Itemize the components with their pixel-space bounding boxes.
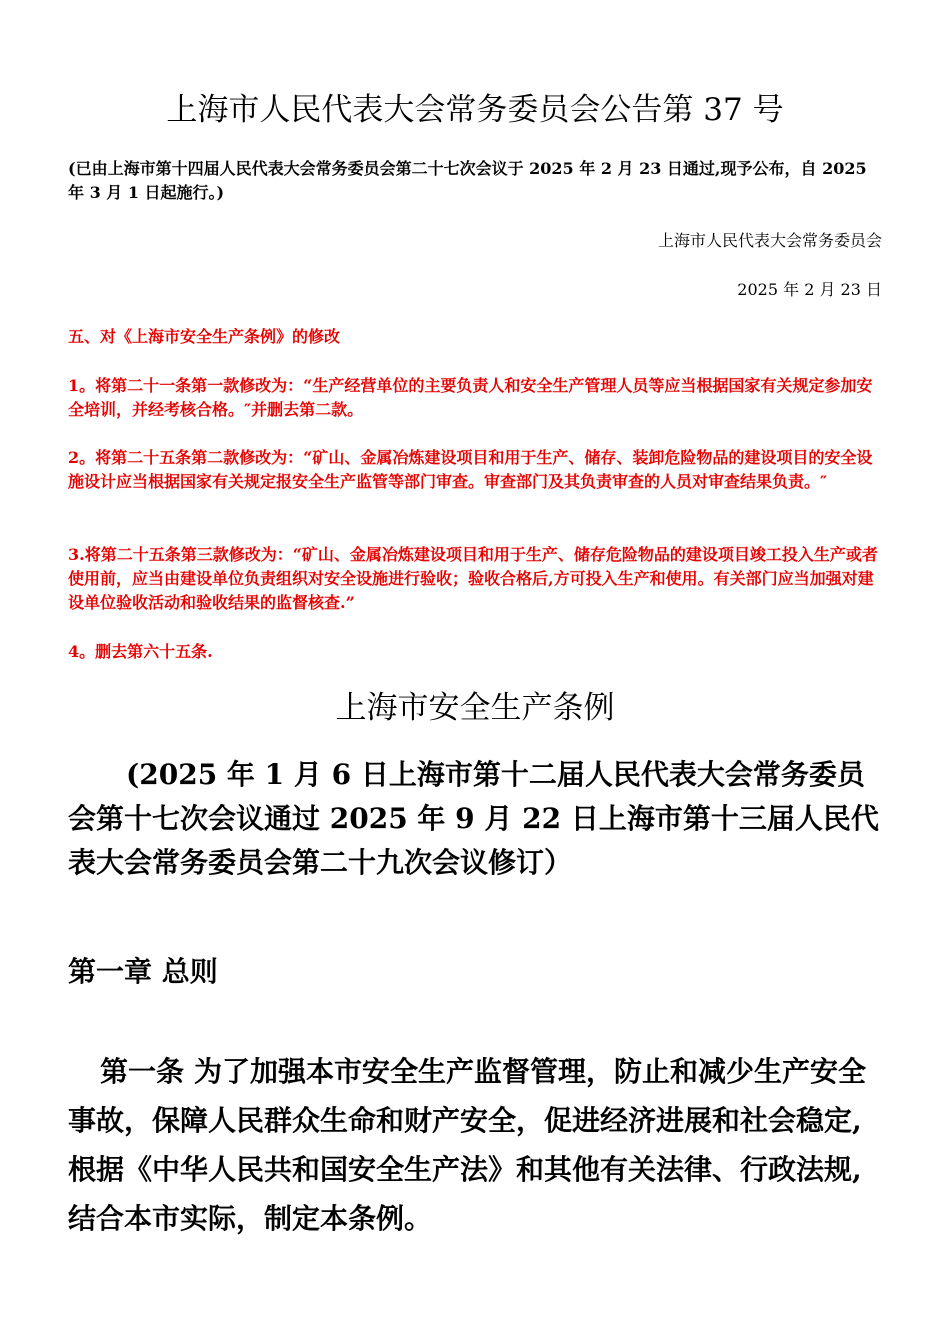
- issuer-line: 上海市人民代表大会常务委员会: [657, 231, 882, 250]
- announcement-note: (已由上海市第十四届人民代表大会常务委员会第二十七次会议于 2025 年 2 月 23 日通过,现予公布，自 2025 年 3 月 1 日起施行。): [68, 159, 867, 202]
- article-number: 第一条: [100, 1055, 185, 1088]
- amendment-heading: 五、对《上海市安全生产条例》的修改: [68, 327, 341, 346]
- regulation-title: 上海市安全生产条例: [335, 690, 615, 726]
- amendment-item-1: 1。将第二十一条第一款修改为：“生产经营单位的主要负责人和安全生产管理人员等应当根据国家有关规定参加安全培训，并经考核合格。″并删去第二款。: [68, 376, 873, 419]
- announcement-title: 上海市人民代表大会常务委员会公告第 37 号: [166, 92, 784, 128]
- chapter-heading: 第一章 总则: [68, 955, 218, 988]
- issue-date: 2025 年 2 月 23 日: [737, 280, 882, 299]
- article-1: [68, 1047, 882, 1243]
- regulation-history: (2025 年 1 月 6 日上海市第十二届人民代表大会常务委员会第十七次会议通过 2025 年 9 月 22 日上海市第十三届人民代表大会常务委员会第二十九次会议修订）: [68, 758, 879, 879]
- amendment-item-3: 3.将第二十五条第三款修改为：“矿山、金属冶炼建设项目和用于生产、储存危险物品的建设项目竣工投入生产或者使用前，应当由建设单位负责组织对安全设施进行验收；验收合格后,方可投入生产和使用。有关部门应当加强对建设单位验收活动和验收结果的监督核查.”: [68, 545, 878, 612]
- amendment-item-2: 2。将第二十五条第二款修改为：“矿山、金属冶炼建设项目和用于生产、储存、装卸危险物品的建设项目的安全设施设计应当根据国家有关规定报安全生产监管等部门审查。审查部门及其负责审查的人员对审查结果负责。″: [68, 448, 873, 491]
- amendment-item-4: 4。删去第六十五条.: [68, 642, 213, 661]
- article-text: 为了加强本市安全生产监督管理，防止和减少生产安全事故，保障人民群众生命和财产安全，促进经济进展和社会稳定,根据《中华人民共和国安全生产法》和其他有关法律、行政法规,结合本市实际，制定本条例。: [68, 1055, 867, 1235]
